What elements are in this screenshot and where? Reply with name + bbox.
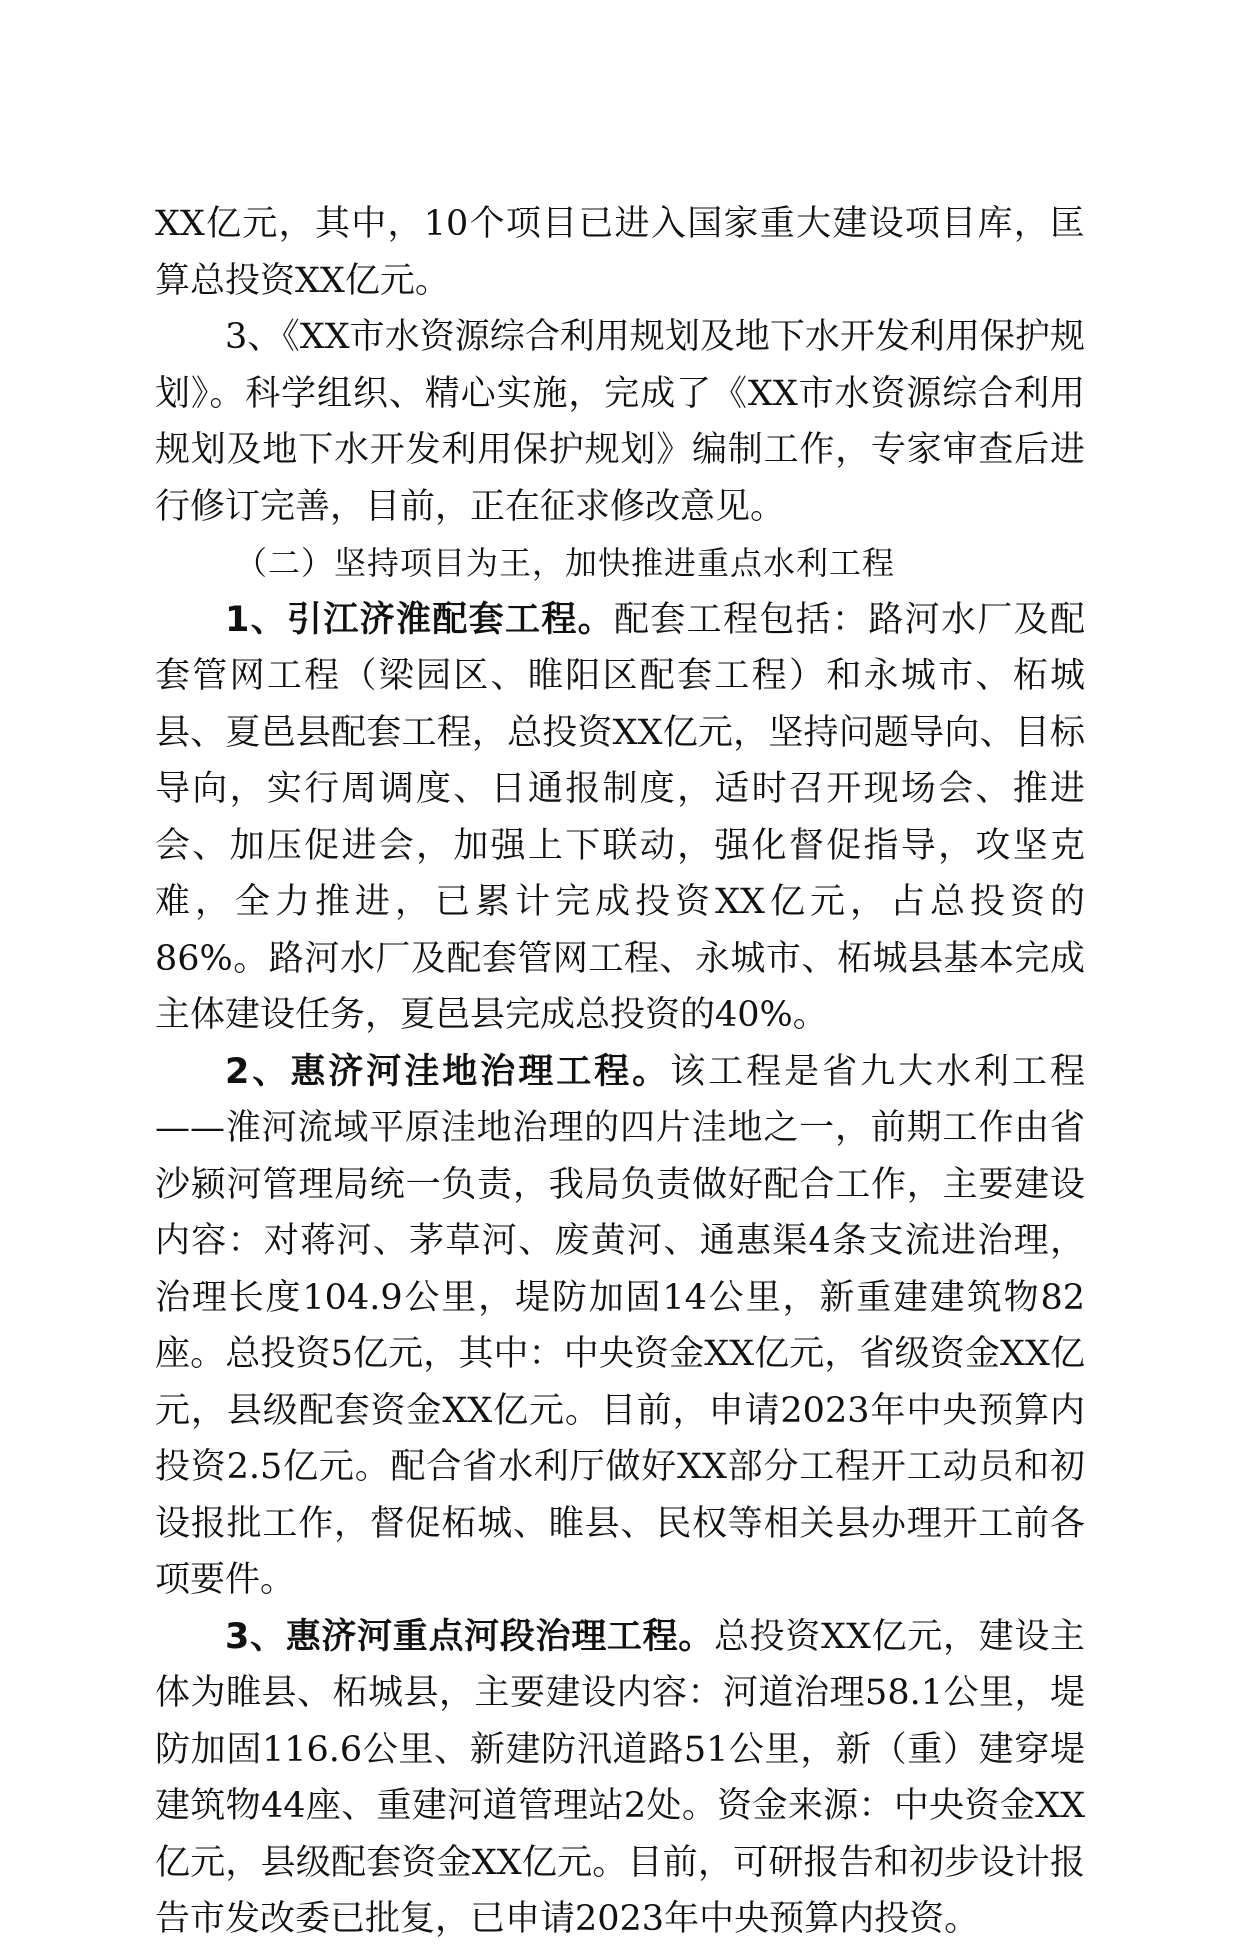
paragraph-continuation	[155, 196, 1085, 309]
paragraph-lead: 3、惠济河重点河段治理工程。	[225, 1616, 714, 1657]
paragraph-plan-item-3	[155, 309, 1085, 535]
section-heading-2	[155, 535, 1085, 592]
paragraph-text: 3、《XX市水资源综合利用规划及地下水开发利用保护规划》。科学组织、精心实施，完成了《XX市水资源综合利用规划及地下水开发利用保护规划》编制工作，专家审查后进行修订完善，目前，正在征求修改意见。	[155, 317, 1085, 527]
paragraph-project-1	[155, 592, 1085, 1044]
paragraph-project-3	[155, 1609, 1085, 1948]
section-heading-text: （二）坚持项目为王，加快推进重点水利工程	[235, 544, 896, 582]
paragraph-project-2	[155, 1044, 1085, 1609]
paragraph-text: XX亿元，其中，10个项目已进入国家重大建设项目库，匡算总投资XX亿元。	[155, 204, 1085, 301]
paragraph-text: 配套工程包括：路河水厂及配套管网工程（梁园区、睢阳区配套工程）和永城市、柘城县、夏邑县配套工程，总投资XX亿元，坚持问题导向、目标导向，实行周调度、日通报制度，适时召开现场会、推进会、加压促进会，加强上下联动，强化督促指导，攻坚克难，全力推进，已累计完成投资XX亿元，占总投资的86%。路河水厂及配套管网工程、永城市、柘城县基本完成主体建设任务，夏邑县完成总投资的40%。	[155, 599, 1085, 1035]
paragraph-text: 该工程是省九大水利工程——淮河流域平原洼地治理的四片洼地之一，前期工作由省沙颍河管理局统一负责，我局负责做好配合工作，主要建设内容：对蒋河、茅草河、废黄河、通惠渠4条支流进治理，治理长度104.9公里，堤防加固14公里，新重建建筑物82座。总投资5亿元，其中：中央资金XX亿元，省级资金XX亿元，县级配套资金XX亿元。目前，申请2023年中央预算内投资2.5亿元。配合省水利厅做好XX部分工程开工动员和初设报批工作，督促柘城、睢县、民权等相关县办理开工前各项要件。	[155, 1051, 1085, 1600]
document-body	[155, 196, 1085, 1948]
paragraph-lead: 2、惠济河洼地治理工程。	[225, 1051, 671, 1092]
paragraph-text: 总投资XX亿元，建设主体为睢县、柘城县，主要建设内容：河道治理58.1公里，堤防加固116.6公里、新建防汛道路51公里，新（重）建穿堤建筑物44座、重建河道管理站2处。资金来源：中央资金XX亿元，县级配套资金XX亿元。目前，可研报告和初步设计报告市发改委已批复，已申请2023年中央预算内投资。	[155, 1616, 1086, 1939]
paragraph-lead: 1、引江济淮配套工程。	[225, 599, 615, 640]
